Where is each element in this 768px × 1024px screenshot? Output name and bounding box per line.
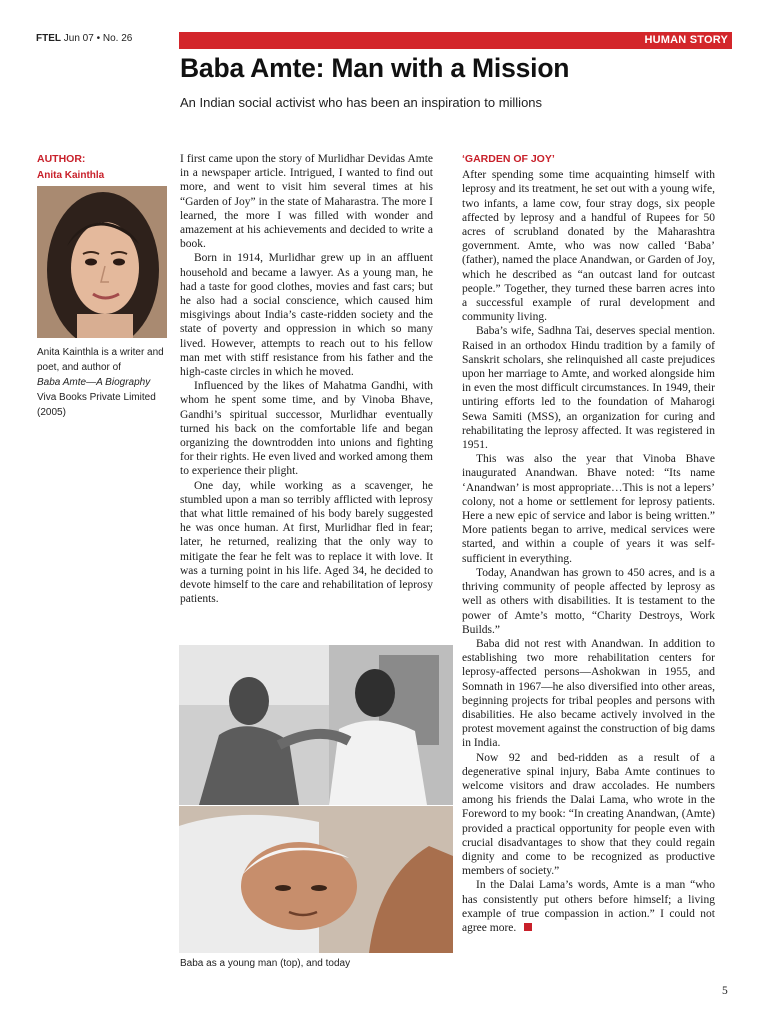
section-heading: ‘GARDEN OF JOY’ bbox=[462, 153, 555, 165]
body-paragraph: I first came upon the story of Murlidhar Devidas Amte in a newspaper article. Intrigued, I wanted to find out more, and went to visit him several times at his “Garden of Joy” in the state of Maharastra. The more I learned, the more I was filled with wonder and amazement at his achievements and decided to write a book. bbox=[180, 153, 433, 251]
elderly-man-image bbox=[179, 806, 453, 953]
body-paragraph: Born in 1914, Murlidhar grew up in an affluent household and became a lawyer. As a young man, he had a taste for good clothes, movies and fast cars; but he also had a social conscience, which caused him misgivings about India’s caste-ridden society and the state of poverty and oppression in which so many lived. However, attempts to reach out to his fellow man met with stiff resistance from his father and the high-caste circles in which he moved. bbox=[180, 252, 433, 379]
author-name: Anita Kainthla bbox=[37, 170, 105, 181]
author-portrait-image bbox=[37, 186, 167, 338]
photo-caption: Baba as a young man (top), and today bbox=[180, 958, 351, 969]
article-column-2 bbox=[462, 152, 715, 935]
author-bio-text: Anita Kainthla is a writer and poet, and author of bbox=[37, 347, 164, 373]
body-paragraph: Baba did not rest with Anandwan. In addition to establishing two more rehabilitation centers for leprosy-affected persons—Ashokwan in 1955, and Somnath in 1967—he also diversified into other areas, beginning projects for tribal peoples and persons with disabilities. He also became actively involved in the protest movement against the construction of big dams in India. bbox=[462, 637, 715, 750]
end-of-article-mark bbox=[524, 923, 532, 931]
body-paragraph: This was also the year that Vinoba Bhave inaugurated Anandwan. Bhave noted: “Its name ‘Anandwan’ is most appropriate…This is not a lepers’ colony, not a home or settlement for leprosy patients. Here a new epic of service and labor is being written.” More patients began to arrive, medical services were started, and within a couple of years it was self-sufficient in everything. bbox=[462, 453, 715, 565]
publication-name: FTEL bbox=[36, 33, 61, 44]
author-label: AUTHOR: bbox=[37, 153, 86, 165]
photo-young-baba bbox=[179, 645, 453, 805]
section-bar bbox=[179, 32, 732, 49]
page-number: 5 bbox=[722, 985, 728, 997]
article-title: Baba Amte: Man with a Mission bbox=[180, 53, 570, 83]
masthead bbox=[36, 33, 132, 44]
author-photo bbox=[37, 186, 167, 338]
author-publisher: Viva Books Private Limited (2005) bbox=[37, 392, 156, 418]
body-paragraph: Today, Anandwan has grown to 450 acres, and is a thriving community of people affected by leprosy as well as others with disabilities. It is testament to the power of Amte’s motto, “Charity Destroys, Work Builds.” bbox=[462, 566, 715, 636]
body-paragraph: Influenced by the likes of Mahatma Gandhi, with whom he spent some time, and by Vinoba Bhave, Gandhi’s spiritual successor, Murlidhar eventually turned his back on the comfortable life and began organizing the downtrodden into unions and fighting for their rights. He even lived and worked among them to experience their plight. bbox=[180, 380, 433, 478]
article-column-1 bbox=[180, 152, 433, 607]
article-subtitle: An Indian social activist who has been an inspiration to millions bbox=[180, 95, 543, 110]
author-bio bbox=[37, 345, 169, 420]
final-paragraph-text: In the Dalai Lama’s words, Amte is a man “who has consistently put others before himself; a living example of true compassion in action.” I could not agree more. bbox=[462, 879, 715, 934]
photo-baba-today bbox=[179, 806, 453, 953]
body-paragraph-last bbox=[462, 878, 715, 935]
body-paragraph: One day, while working as a scavenger, he stumbled upon a man so terribly afflicted with leprosy that what little remained of his body barely suggested he was once human. At first, Murlidhar fled in fear; later, he returned, realizing that the only way to mitigate the fear he felt was to replace it with love. It was a turning point in his life. Aged 34, he decided to devote himself to the care and rehabilitation of leprosy patients. bbox=[180, 479, 433, 606]
author-book-title: Baba Amte—A Biography bbox=[37, 377, 151, 388]
issue-info: Jun 07 • No. 26 bbox=[63, 33, 133, 44]
young-man-image bbox=[179, 645, 453, 805]
body-paragraph: Baba’s wife, Sadhna Tai, deserves special mention. Raised in an orthodox Hindu tradition by a family of Sanskrit scholars, she relinquished all caste prejudices upon her marriage to Amte, and worked alongside him in even the most difficult circumstances. In 1949, their untiring efforts led to the foundation of Maharogi Sewa Samiti (MSS), an organization for curing and rehabilitating the leprosy affected. It was registered in 1951. bbox=[462, 325, 715, 452]
section-tag: HUMAN STORY bbox=[644, 34, 728, 46]
body-paragraph: After spending some time acquainting himself with leprosy and its treatment, he set out with a young wife, two infants, a lame cow, four stray dogs, six people affected by leprosy and a handful of Rupees for 50 acres of scrubland donated by the Maharashtra government. Amte, who was now called ‘Baba’ (father), named the place Anandwan, or Garden of Joy, which he described as “an outcast land for outcast people.” Together, they turned these barren acres into a successful example of rural development and community living. bbox=[462, 169, 715, 324]
body-paragraph: Now 92 and bed-ridden as a result of a degenerative spinal injury, Baba Amte continues to welcome visitors and draw accolades. He numbers among his friends the Dalai Lama, who wrote in the Foreword to my book: “In creating Anandwan, (Amte) provided a practical opportunity for people even with crucial disadvantages to show that they could regain dignity and come to be recognized as productive members of society.” bbox=[462, 751, 715, 878]
